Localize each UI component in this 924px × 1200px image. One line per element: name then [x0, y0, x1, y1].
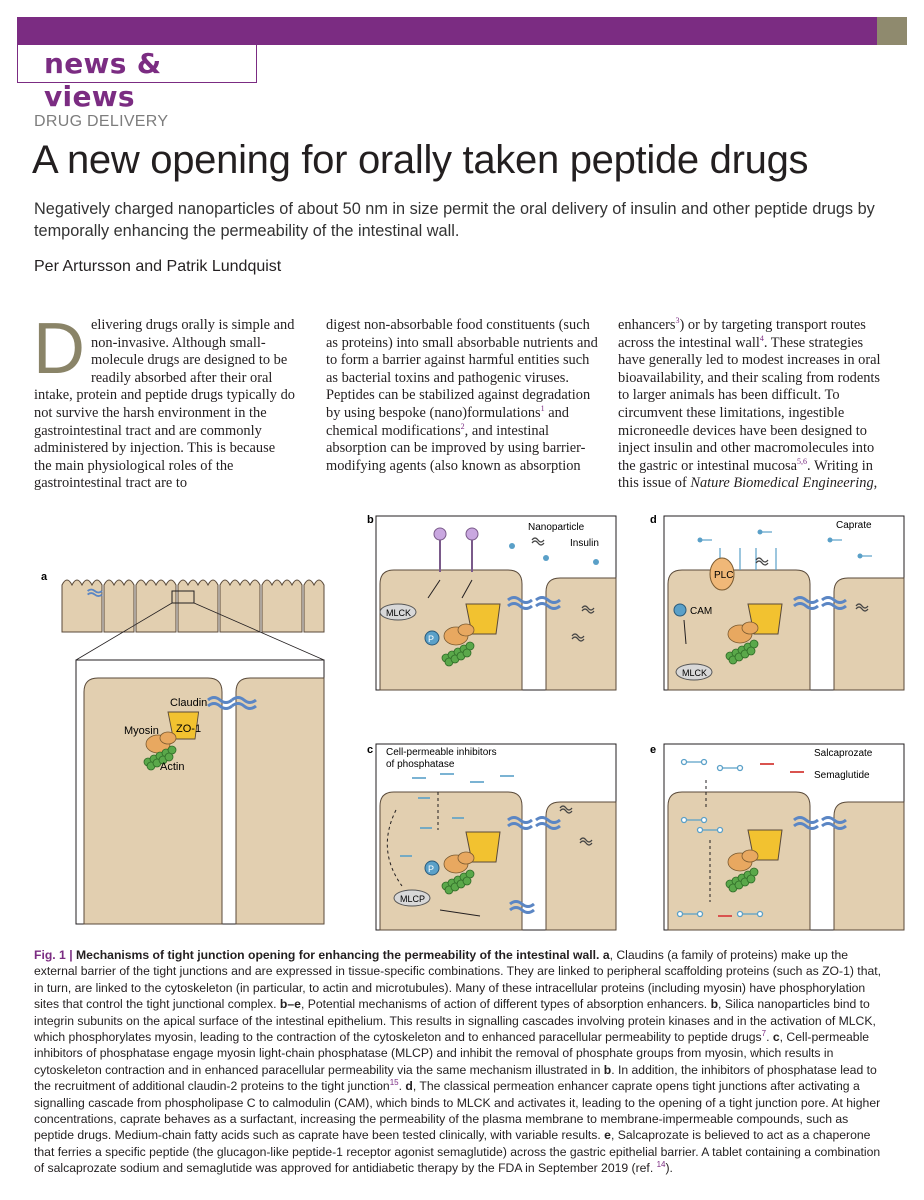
caption-ref-a: a	[602, 948, 610, 962]
label-cam: CAM	[690, 606, 713, 617]
caption-text: .	[398, 1079, 406, 1094]
col2-text-c: , and intestinal absorption can be improved by using barrier-modifying agents (also known as absorption	[326, 422, 586, 474]
caption-ref-e: e	[604, 1128, 611, 1143]
panel-label-e: e	[650, 744, 657, 756]
journal-name: Nature Biomedical Engineering	[690, 475, 874, 492]
brand-box	[17, 45, 257, 113]
body-column-2	[326, 317, 598, 475]
label-salcaprozate: Salcaprozate	[814, 748, 873, 759]
caption-text: , Potential mechanisms of action of different types of absorption enhancers.	[300, 997, 711, 1012]
label-p-c: P	[428, 864, 435, 874]
col2-text-b: and chemical modifications	[326, 404, 570, 439]
caption-text: , Claudins (a family of proteins) make up the external barrier of the tight junctions and are expressed in tissue-specific combinations. They are linked to peripheral scaffolding proteins (such as ZO-1) that, in turn, are linked to the cytoskeleton (in particular, to actin and microtubules). Many of these intracellular proteins (including myosin) have phosphorylation sites that control the tight junctional complex.	[34, 948, 882, 1012]
fig-label: Fig. 1 |	[34, 948, 73, 962]
panel-label-b: b	[367, 514, 374, 526]
caption-ref-b: b	[710, 997, 719, 1012]
label-claudin: Claudin	[170, 697, 208, 709]
caption-ref-c: c	[772, 1030, 780, 1045]
ref-link[interactable]: 15	[389, 1078, 399, 1088]
panel-label-a: a	[41, 571, 48, 583]
panel-c	[376, 744, 616, 930]
panel-d	[664, 516, 904, 690]
caption-text: .	[766, 1030, 773, 1045]
authors: Per Artursson and Patrik Lundquist	[34, 258, 282, 275]
ref-link[interactable]: 5,6	[797, 456, 808, 466]
label-insulin: Insulin	[570, 538, 599, 549]
panel-label-d: d	[650, 514, 657, 526]
col3-text-d: . Writing in this issue of	[618, 457, 873, 492]
col3-text-b: ) or by targeting transport routes across the intestinal wall	[618, 317, 866, 351]
caption-ref-b: b	[603, 1062, 612, 1077]
label-nanoparticle: Nanoparticle	[528, 522, 585, 533]
section-label: DRUG DELIVERY	[34, 113, 169, 130]
label-caprate: Caprate	[836, 520, 872, 531]
col2-text-a: digest non-absorbable food constituents (such as proteins) into small absorbable nutrients and to form a barrier against harmful entities such as bacterial toxins and pathogenic viruses. Peptides can be stabilized against degradation by using bespoke (nano)formulations	[326, 317, 598, 421]
panel-label-c: c	[367, 744, 374, 756]
label-inhibitors-2: of phosphatase	[386, 759, 455, 770]
caption-text: , Silica nanoparticles bind to integrin subunits on the apical surface of the intestinal epithelium. This results in signalling cascades involving protein kinases and in the activation of MLCK, which phosphorylates myosin, leading to the contraction of the cytoskeleton and to enhanced paracellular permeability to peptide drugs	[34, 997, 876, 1045]
header-tab	[877, 17, 907, 45]
body-column-1	[33, 309, 296, 493]
caption-text: ).	[665, 1161, 673, 1176]
ref-link[interactable]: 4	[759, 333, 764, 343]
ref-link[interactable]: 3	[675, 316, 680, 326]
label-mlck-b: MLCK	[386, 608, 412, 618]
article-title: A new opening for orally taken peptide drugs	[32, 138, 809, 182]
figure-1	[0, 505, 924, 945]
panel-a-epithelium	[62, 580, 324, 660]
panel-e	[664, 744, 904, 930]
caption-title: Mechanisms of tight junction opening for enhancing the permeability of the intestinal wall.	[72, 948, 603, 962]
panel-a-zoom	[76, 660, 324, 924]
caption-text: , The classical permeation enhancer caprate opens tight junctions after activating a signalling cascade from phospholipase C to calmodulin (CAM), which binds to MLCK and activates it, leading to the opening of a tight junction pore. At higher concentrations, caprate behaves as a surfactant, increasing the permeability of the plasma membrane to membrane-impermeable compounds, such as peptide drugs. Medium-chain fatty acids such as caprate have been tested clinically, with variable results.	[34, 1079, 881, 1143]
col3-text-a: enhancers	[618, 317, 676, 333]
col3-text-c: . These strategies have generally led to modest increases in oral bioavailability, and their scaling from rodents to larger animals has been difficult. To circumvent these limitations, ingestible microneedle devices have been designed to inject insulin and other macromolecules into the gastric or intestinal mucosa	[618, 334, 881, 474]
drop-cap: D	[33, 309, 85, 389]
body-column-3	[618, 317, 890, 493]
ref-link[interactable]: 7	[761, 1028, 767, 1038]
figure-caption	[34, 947, 890, 1177]
ref-link[interactable]: 14	[656, 1160, 666, 1170]
brand-title: news & views	[44, 47, 162, 113]
caption-text: . In addition, the inhibitors of phosphatase lead to the recruitment of additional claudin-2 proteins to the tight junction	[34, 1062, 877, 1094]
label-actin: Actin	[160, 761, 185, 773]
panel-b	[376, 516, 616, 690]
label-p-b: P	[428, 634, 435, 644]
col3-text-e: ,	[873, 475, 878, 492]
caption-ref-be: b–e	[279, 997, 301, 1012]
label-mlck-d: MLCK	[682, 668, 708, 678]
ref-link[interactable]: 1	[540, 404, 545, 414]
standfirst: Negatively charged nanoparticles of about 50 nm in size permit the oral delivery of insulin and other peptide drugs by temporally enhancing the permeability of the intestinal wall.	[34, 200, 875, 240]
caption-text: , Cell-permeable inhibitors of phosphatase engage myosin light-chain phosphatase (MLCP) and inhibit the removal of phosphate groups from myosin, which results in cytoskeleton contraction and in enhanced paracellular permeability via the same mechanism illustrated in	[34, 1030, 870, 1077]
col1-text: elivering drugs orally is simple and non-invasive. Although small-molecule drugs are designed to be readily absorbed after their oral intake, protein and peptide drugs typically do not survive the harsh environment in the gastrointestinal tract and are commonly administered by injection. This is because the main physiological roles of the gastrointestinal tract are to	[34, 317, 295, 492]
caption-ref-d: d	[405, 1079, 413, 1094]
label-mlcp: MLCP	[400, 894, 426, 904]
caption-text: , Salcaprozate is believed to act as a chaperone that ferries a specific peptide (the glucagon-like peptide-1 receptor agonist semaglutide) across the gastric epithelial barrier. A tablet containing a combination of salcaprozate sodium and semaglutide was approved for antidiabetic therapy by the FDA in September 2019 (ref.	[34, 1128, 881, 1176]
label-inhibitors-1: Cell-permeable inhibitors	[386, 747, 497, 758]
ref-link[interactable]: 2	[460, 421, 465, 431]
header-bar	[17, 17, 877, 45]
label-zo1: ZO-1	[176, 723, 202, 735]
label-semaglutide: Semaglutide	[814, 770, 870, 781]
label-myosin: Myosin	[124, 725, 159, 737]
label-plc: PLC	[714, 570, 734, 581]
